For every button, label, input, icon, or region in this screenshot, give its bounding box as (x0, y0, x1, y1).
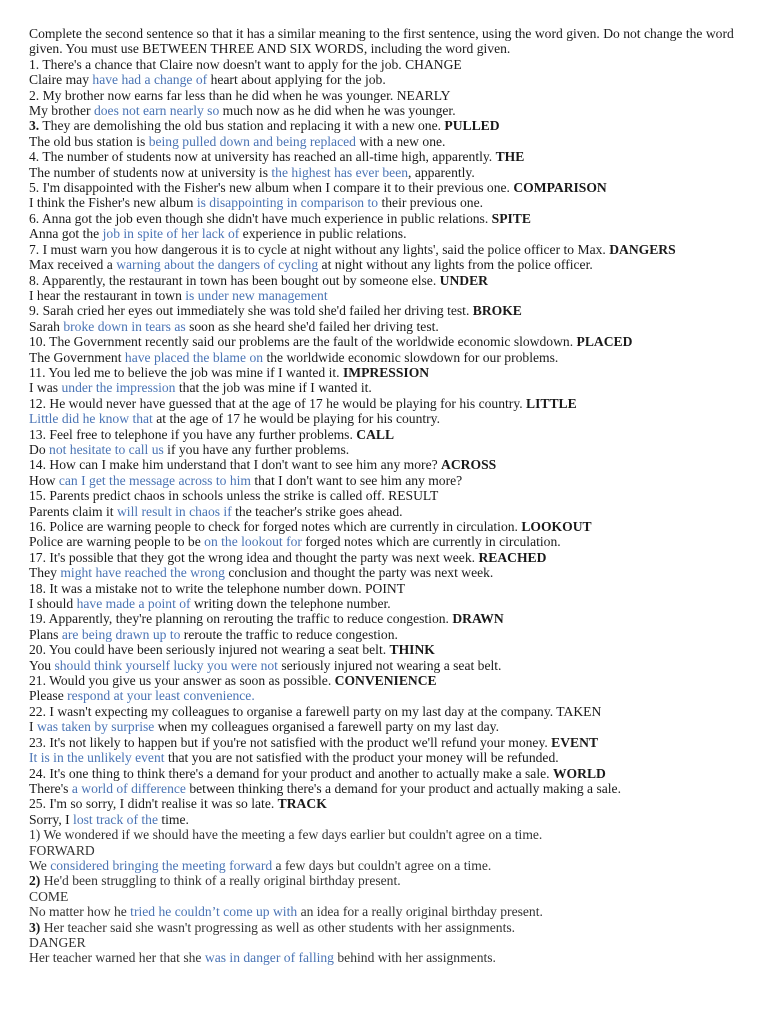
sentence-text: at night without any lights from the police officer. (318, 257, 593, 273)
sentence-text: when my colleagues organised a farewell party on my last day. (154, 719, 499, 735)
sentence-text: How (29, 472, 59, 488)
exercise-line (29, 673, 740, 688)
answer-text: was taken by surprise (36, 719, 155, 735)
instructions: Complete the second sentence so that it has a similar meaning to the first sentence, using the word given. Do not change the word given. You must use BETWEEN THREE AND SIX WORDS, including the word given. (29, 26, 734, 57)
keyword-text: THINK (389, 642, 435, 658)
keyword-text: LOOKOUT (521, 519, 592, 534)
sentence-text: 6. Anna got the job even though she didn't have much experience in public relations. (29, 210, 492, 226)
exercise-line (29, 935, 740, 950)
sentence-text: I should (29, 596, 77, 612)
sentence-text: Plans (29, 626, 62, 642)
exercise-line (29, 642, 740, 657)
answer-text: It is in the unlikely event (29, 750, 165, 766)
sentence-text: between thinking there's a demand for your product and actually making a sale. (185, 780, 621, 796)
sentence-text: 11. You led me to believe the job was mine if I wanted it. (29, 364, 343, 380)
exercise-line (29, 334, 740, 349)
answer-text: the highest has ever been (271, 164, 409, 180)
sentence-text: I (29, 719, 37, 735)
sentence-text: the worldwide economic slowdown for our problems. (263, 349, 559, 365)
sentence-text: 1) We wondered if we should have the meeting a few days earlier but couldn't agree on a time. (29, 827, 543, 843)
exercise-line (29, 658, 740, 673)
sentence-text: You (29, 657, 55, 673)
exercise-lines (29, 57, 740, 966)
keyword-text: ACROSS (441, 457, 497, 473)
exercise-line (29, 827, 740, 842)
sentence-text: Anna got the (29, 226, 103, 242)
sentence-text: Please (29, 688, 68, 704)
exercise-line (29, 750, 740, 765)
sentence-text: DANGER (29, 934, 86, 950)
exercise-line (29, 858, 740, 873)
keyword-text: COMPARISON (513, 180, 607, 196)
exercise-line (29, 380, 740, 395)
sentence-text: 8. Apparently, the restaurant in town has been bought out by someone else. (29, 272, 440, 288)
keyword-text: DRAWN (452, 611, 504, 627)
sentence-text: the teacher's strike goes ahead. (231, 503, 403, 519)
sentence-text: 13. Feel free to telephone if you have any further problems. (29, 426, 357, 442)
sentence-text: a few days but couldn't agree on a time. (272, 857, 492, 873)
sentence-text: if you have any further problems. (163, 441, 350, 457)
exercise-line (29, 550, 740, 565)
exercise-line (29, 920, 740, 935)
exercise-line (29, 72, 740, 87)
answer-text: is disappointing in comparison to (196, 195, 379, 211)
sentence-text: I think the Fisher's new album (29, 195, 197, 211)
keyword-text: LITTLE (526, 395, 577, 411)
sentence-text: They are demolishing the old bus station and replacing it with a new one. (39, 118, 445, 134)
sentence-text: 5. I'm disappointed with the Fisher's new album when I compare it to their previous one. (29, 180, 514, 196)
exercise-line (29, 180, 740, 195)
keyword-text: 3. (29, 118, 40, 134)
exercise-line (29, 273, 740, 288)
sentence-text: conclusion and thought the party was next week. (224, 565, 494, 581)
answer-text: job in spite of her lack of (102, 226, 240, 242)
sentence-text: My brother (29, 103, 94, 119)
keyword-text: EVENT (551, 734, 599, 750)
keyword-text: 2) (29, 873, 41, 889)
keyword-text: CALL (356, 426, 395, 442)
sentence-text: 4. The number of students now at university has reached an all-time high, apparently. (29, 149, 496, 165)
exercise-line (29, 165, 740, 180)
exercise-line (29, 103, 740, 118)
exercise-line (29, 889, 740, 904)
sentence-text: at the age of 17 he would be playing for his country. (152, 411, 440, 427)
sentence-text: The Government (29, 349, 125, 365)
keyword-text: PULLED (444, 118, 500, 134)
exercise-line (29, 843, 740, 858)
answer-text: respond at your least convenience. (67, 688, 255, 704)
answer-text: are being drawn up to (61, 626, 181, 642)
sentence-text: 23. It's not likely to happen but if you're not satisfied with the product we'll refund your money. (29, 734, 552, 750)
sentence-text: forged notes which are currently in circulation. (301, 534, 561, 550)
exercise-line (29, 211, 740, 226)
keyword-text: PLACED (576, 334, 633, 350)
sentence-text: Do (29, 441, 50, 457)
sentence-text: 22. I wasn't expecting my colleagues to organise a farewell party on my last day at the company. TAKEN (29, 703, 602, 719)
sentence-text: 24. It's one thing to think there's a demand for your product and another to actually make a sale. (29, 765, 553, 781)
answer-text: considered bringing the meeting forward (50, 857, 273, 873)
exercise-line (29, 118, 740, 133)
sentence-text: Sarah (29, 318, 64, 334)
exercise-line (29, 134, 740, 149)
answer-text: under the impression (61, 380, 179, 396)
sentence-text: reroute the traffic to reduce congestion. (180, 626, 398, 642)
exercise-line (29, 288, 740, 303)
sentence-text: 25. I'm so sorry, I didn't realise it was so late. (29, 796, 278, 812)
exercise-line (29, 242, 740, 257)
sentence-text: that I don't want to see him any more? (250, 472, 463, 488)
sentence-text: 18. It was a mistake not to write the telephone number down. POINT (29, 580, 406, 596)
sentence-text: 7. I must warn you how dangerous it is to cycle at night without any lights', said the police officer to Max. (29, 241, 610, 257)
sentence-text: experience in public relations. (239, 226, 407, 242)
exercise-line (29, 473, 740, 488)
sentence-text: behind with her assignments. (333, 950, 496, 966)
sentence-text: COME (29, 888, 69, 904)
sentence-text: 9. Sarah cried her eyes out immediately she was told she'd failed her driving test. (29, 303, 473, 319)
sentence-text: 12. He would never have guessed that at the age of 17 he would be playing for his country. (29, 395, 527, 411)
answer-text: was in danger of falling (204, 950, 334, 966)
exercise-line (29, 350, 740, 365)
answer-text: tried he couldn’t come up with (130, 904, 298, 920)
keyword-text: REACHED (478, 549, 547, 565)
sentence-text: He'd been struggling to think of a really original birthday present. (40, 873, 401, 889)
sentence-text: 10. The Government recently said our problems are the fault of the worldwide economic slowdown. (29, 334, 577, 350)
exercise-line (29, 796, 740, 811)
exercise-line (29, 611, 740, 626)
sentence-text: The number of students now at university is (29, 164, 272, 180)
answer-text: broke down in tears as (63, 318, 186, 334)
exercise-line (29, 195, 740, 210)
keyword-text: THE (495, 149, 525, 165)
answer-text: is under new management (185, 287, 328, 303)
sentence-text: that the job was mine if I wanted it. (178, 380, 372, 396)
sentence-text: Claire may (29, 72, 93, 88)
answer-text: will result in chaos if (116, 503, 232, 519)
exercise-line (29, 504, 740, 519)
exercise-line (29, 457, 740, 472)
keyword-text: 3) (29, 919, 41, 935)
sentence-text: 2. My brother now earns far less than he did when he was younger. NEARLY (29, 87, 451, 103)
sentence-text: Sorry, I (29, 811, 74, 827)
exercise-line (29, 904, 740, 919)
exercise-line (29, 365, 740, 380)
sentence-text: Her teacher warned her that she (29, 950, 205, 966)
exercise-line (29, 719, 740, 734)
sentence-text: much now as he did when he was younger. (219, 103, 456, 119)
keyword-text: BROKE (472, 303, 522, 319)
sentence-text: 1. There's a chance that Claire now doesn't want to apply for the job. CHANGE (29, 56, 462, 72)
sentence-text: 19. Apparently, they're planning on rerouting the traffic to reduce congestion. (29, 611, 453, 627)
keyword-text: WORLD (552, 765, 606, 781)
answer-text: might have reached the wrong (60, 565, 225, 581)
answer-text: can I get the message across to him (58, 472, 251, 488)
exercise-line (29, 950, 740, 965)
sentence-text: time. (157, 811, 189, 827)
sentence-text: The old bus station is (29, 133, 149, 149)
sentence-text: FORWARD (29, 842, 95, 858)
answer-text: should think yourself lucky you were not (54, 657, 278, 673)
sentence-text: 21. Would you give us your answer as soon as possible. (29, 673, 335, 689)
sentence-text: 17. It's possible that they got the wrong idea and thought the party was next week. (29, 549, 479, 565)
answer-text: a world of difference (71, 780, 186, 796)
answer-text: on the lookout for (204, 534, 302, 550)
sentence-text: an idea for a really original birthday present. (297, 904, 543, 920)
sentence-text: 15. Parents predict chaos in schools unless the strike is called off. RESULT (29, 488, 439, 504)
exercise-line (29, 427, 740, 442)
keyword-text: DANGERS (609, 241, 676, 257)
sentence-text: They (29, 565, 61, 581)
sentence-text: writing down the telephone number. (190, 596, 391, 612)
exercise-line (29, 257, 740, 272)
sentence-text: seriously injured not wearing a seat belt. (277, 657, 502, 673)
exercise-line (29, 411, 740, 426)
answer-text: have placed the blame on (124, 349, 264, 365)
exercise-line (29, 519, 740, 534)
exercise-line (29, 442, 740, 457)
exercise-line (29, 488, 740, 503)
answer-text: have made a point of (76, 596, 191, 612)
exercise-line (29, 88, 740, 103)
exercise-line (29, 704, 740, 719)
answer-text: warning about the dangers of cycling (116, 257, 319, 273)
sentence-text: heart about applying for the job. (210, 72, 386, 88)
keyword-text: UNDER (439, 272, 488, 288)
exercise-line (29, 396, 740, 411)
exercise-line (29, 688, 740, 703)
sentence-text: , apparently. (408, 164, 475, 180)
answer-text: does not earn nearly so (93, 103, 220, 119)
answer-text: not hesitate to call us (49, 441, 164, 457)
keyword-text: SPITE (491, 210, 531, 226)
answer-text: being pulled down and being replaced (148, 133, 356, 149)
sentence-text: I was (29, 380, 62, 396)
sentence-text: Max received a (29, 257, 117, 273)
sentence-text: We (29, 857, 51, 873)
exercise-line (29, 319, 740, 334)
sentence-text: that you are not satisfied with the product your money will be refunded. (164, 750, 559, 766)
exercise-line (29, 873, 740, 888)
sentence-text: Her teacher said she wasn't progressing as well as other students with her assignments. (40, 919, 516, 935)
exercise-line (29, 812, 740, 827)
answer-text: have had a change of (92, 72, 211, 88)
sentence-text: Police are warning people to be (29, 534, 205, 550)
keyword-text: IMPRESSION (342, 364, 430, 380)
sentence-text: 14. How can I make him understand that I don't want to see him any more? (29, 457, 442, 473)
exercise-line (29, 735, 740, 750)
exercise-line (29, 149, 740, 164)
sentence-text: Parents claim it (29, 503, 117, 519)
exercise-line (29, 303, 740, 318)
exercise-line (29, 534, 740, 549)
exercise-line (29, 596, 740, 611)
exercise-line (29, 581, 740, 596)
sentence-text: No matter how he (29, 904, 131, 920)
exercise-line (29, 781, 740, 796)
exercise-line (29, 766, 740, 781)
sentence-text: soon as she heard she'd failed her driving test. (185, 318, 439, 334)
answer-text: lost track of the (73, 811, 158, 827)
sentence-text: 20. You could have been seriously injured not wearing a seat belt. (29, 642, 390, 658)
sentence-text: I hear the restaurant in town (29, 287, 186, 303)
sentence-text: with a new one. (355, 133, 446, 149)
keyword-text: CONVENIENCE (334, 673, 437, 689)
keyword-text: TRACK (277, 796, 327, 812)
exercise-line (29, 565, 740, 580)
answer-text: Little did he know that (29, 411, 153, 427)
exercise-line (29, 57, 740, 72)
exercise-line (29, 226, 740, 241)
sentence-text: 16. Police are warning people to check for forged notes which are currently in circulation. (29, 519, 522, 534)
sentence-text: There's (29, 780, 72, 796)
exercise-line (29, 627, 740, 642)
sentence-text: their previous one. (378, 195, 484, 211)
